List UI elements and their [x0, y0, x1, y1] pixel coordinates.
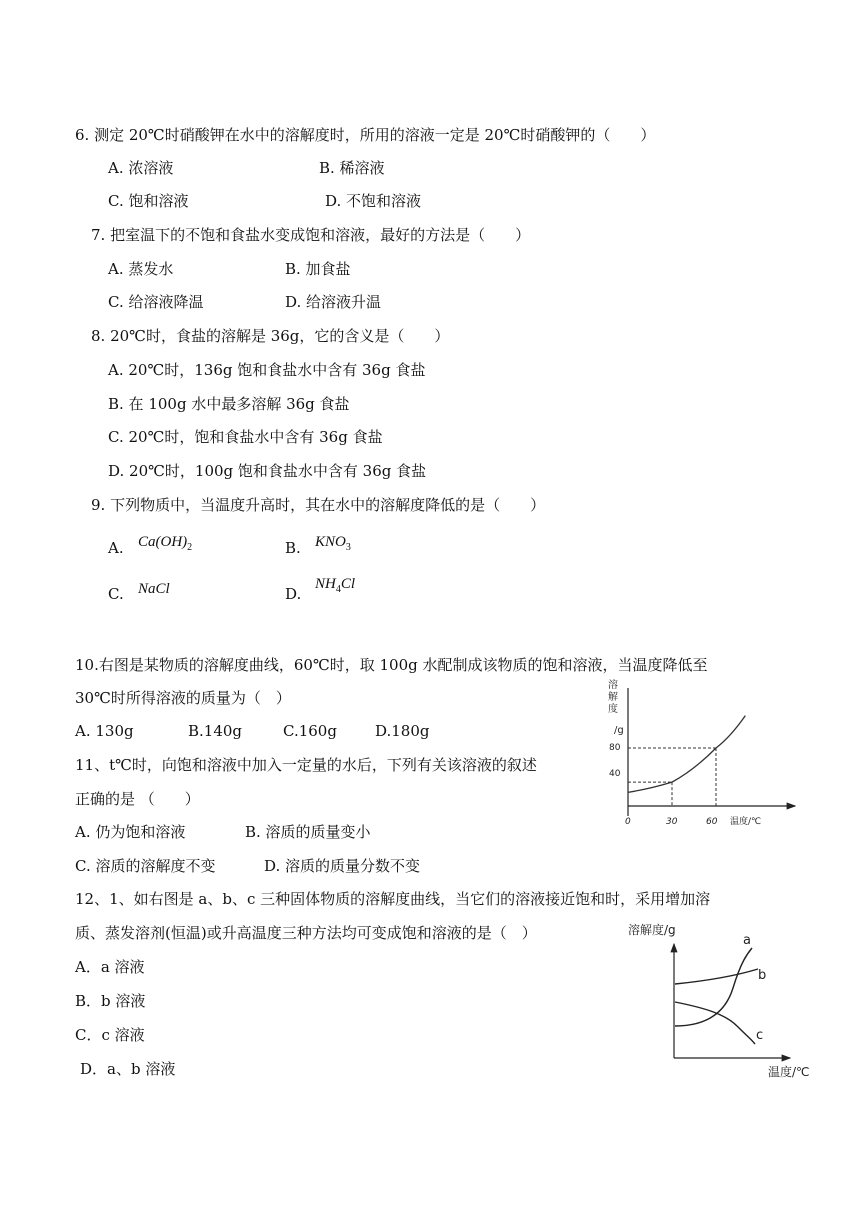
q11-option-a: A. 仍为饱和溶液	[75, 823, 186, 841]
q11-stem-line2: 正确的是 （ ）	[75, 790, 200, 808]
q6-option-b: B. 稀溶液	[319, 159, 385, 177]
chart1-xtick-0: 0	[625, 817, 631, 827]
chart2-curve-a	[675, 948, 752, 1026]
q8-option-b: B. 在 100g 水中最多溶解 36g 食盐	[108, 395, 350, 413]
q8-option-a: A. 20℃时，136g 饱和食盐水中含有 36g 食盐	[108, 361, 426, 379]
q9-option-c-letter: C.	[108, 585, 124, 603]
q12-option-d: D．a、b 溶液	[80, 1060, 176, 1078]
q11-stem-line1: 11、t℃时，向饱和溶液中加入一定量的水后，下列有关该溶液的叙述	[75, 756, 537, 774]
chart2-xlabel: 温度/℃	[768, 1065, 810, 1079]
chart1-xtick-2: 60	[706, 817, 718, 827]
q6-option-a: A. 浓溶液	[108, 159, 174, 177]
q10-stem-line1: 10.右图是某物质的溶解度曲线，60℃时，取 100g 水配制成该物质的饱和溶液，当温度降低至	[75, 656, 708, 674]
q9-formula-b: $KNO_3$	[315, 534, 351, 553]
q12-option-a: A．a 溶液	[75, 958, 145, 976]
q6-option-d: D. 不饱和溶液	[325, 192, 422, 210]
q7-option-d: D. 给溶液升温	[285, 293, 382, 311]
q12-stem-line2: 质、蒸发溶剂(恒温)或升高温度三种方法均可变成饱和溶液的是（ ）	[75, 924, 537, 942]
q12-stem-line1: 12、1、如右图是 a、b、c 三种固体物质的溶解度曲线，当它们的溶液接近饱和时，采用增加溶	[75, 890, 711, 908]
chart1-ylabel: 溶解度	[608, 680, 618, 715]
chart2-label-a: a	[743, 933, 751, 948]
chart1-yunit: /g	[614, 725, 624, 736]
q10-option-d: D.180g	[375, 722, 430, 740]
chart2-label-c: c	[756, 1028, 764, 1043]
solubility-chart-q10	[600, 676, 805, 831]
chart1-ytick-40: 40	[609, 769, 621, 779]
q6-option-c: C. 饱和溶液	[108, 192, 189, 210]
q10-option-c: C.160g	[283, 722, 337, 740]
q12-option-b: B．b 溶液	[75, 992, 146, 1010]
q7-option-b: B. 加食盐	[285, 260, 351, 278]
q8-option-d: D. 20℃时，100g 饱和食盐水中含有 36g 食盐	[108, 462, 427, 480]
chart1-ytick-80: 80	[609, 743, 621, 753]
q9-option-a-letter: A.	[108, 539, 124, 557]
chart1-xtick-1: 30	[666, 817, 678, 827]
q12-option-c: C．c 溶液	[75, 1026, 145, 1044]
q9-formula-a: $Ca(OH)_2$	[138, 534, 193, 553]
q11-option-d: D. 溶质的质量分数不变	[264, 857, 421, 875]
q10-option-b: B.140g	[188, 722, 243, 740]
q8-stem: 8. 20℃时，食盐的溶解是 36g，它的含义是（ ）	[91, 327, 450, 345]
q9-option-b-letter: B.	[285, 539, 301, 557]
q9-formula-c: NaCl	[138, 581, 170, 597]
chart1-solubility-curve	[628, 716, 745, 793]
q9-formula-d: $NH_4Cl$	[315, 576, 356, 595]
q10-stem-line2: 30℃时所得溶液的质量为（ ）	[75, 689, 291, 707]
q10-option-a: A. 130g	[75, 722, 134, 740]
q9-option-d-letter: D.	[285, 585, 302, 603]
chart2-curve-c	[675, 1002, 755, 1044]
chart2-ylabel: 溶解度/g	[628, 923, 676, 937]
chart2-curve-b	[675, 969, 758, 984]
chart2-label-b: b	[758, 968, 767, 983]
q7-stem: 7. 把室温下的不饱和食盐水变成饱和溶液，最好的方法是（ ）	[91, 226, 531, 244]
q11-option-b: B. 溶质的质量变小	[245, 823, 371, 841]
solubility-chart-q12	[625, 918, 825, 1083]
q8-option-c: C. 20℃时，饱和食盐水中含有 36g 食盐	[108, 428, 383, 446]
chart1-xlabel: 温度/℃	[730, 817, 762, 827]
q7-option-c: C. 给溶液降温	[108, 293, 204, 311]
q11-option-c: C. 溶质的溶解度不变	[75, 857, 216, 875]
q7-option-a: A. 蒸发水	[108, 260, 174, 278]
q6-stem: 6. 测定 20℃时硝酸钾在水中的溶解度时，所用的溶液一定是 20℃时硝酸钾的（ ）	[75, 126, 656, 144]
q9-stem: 9. 下列物质中，当温度升高时，其在水中的溶解度降低的是（ ）	[91, 496, 546, 514]
